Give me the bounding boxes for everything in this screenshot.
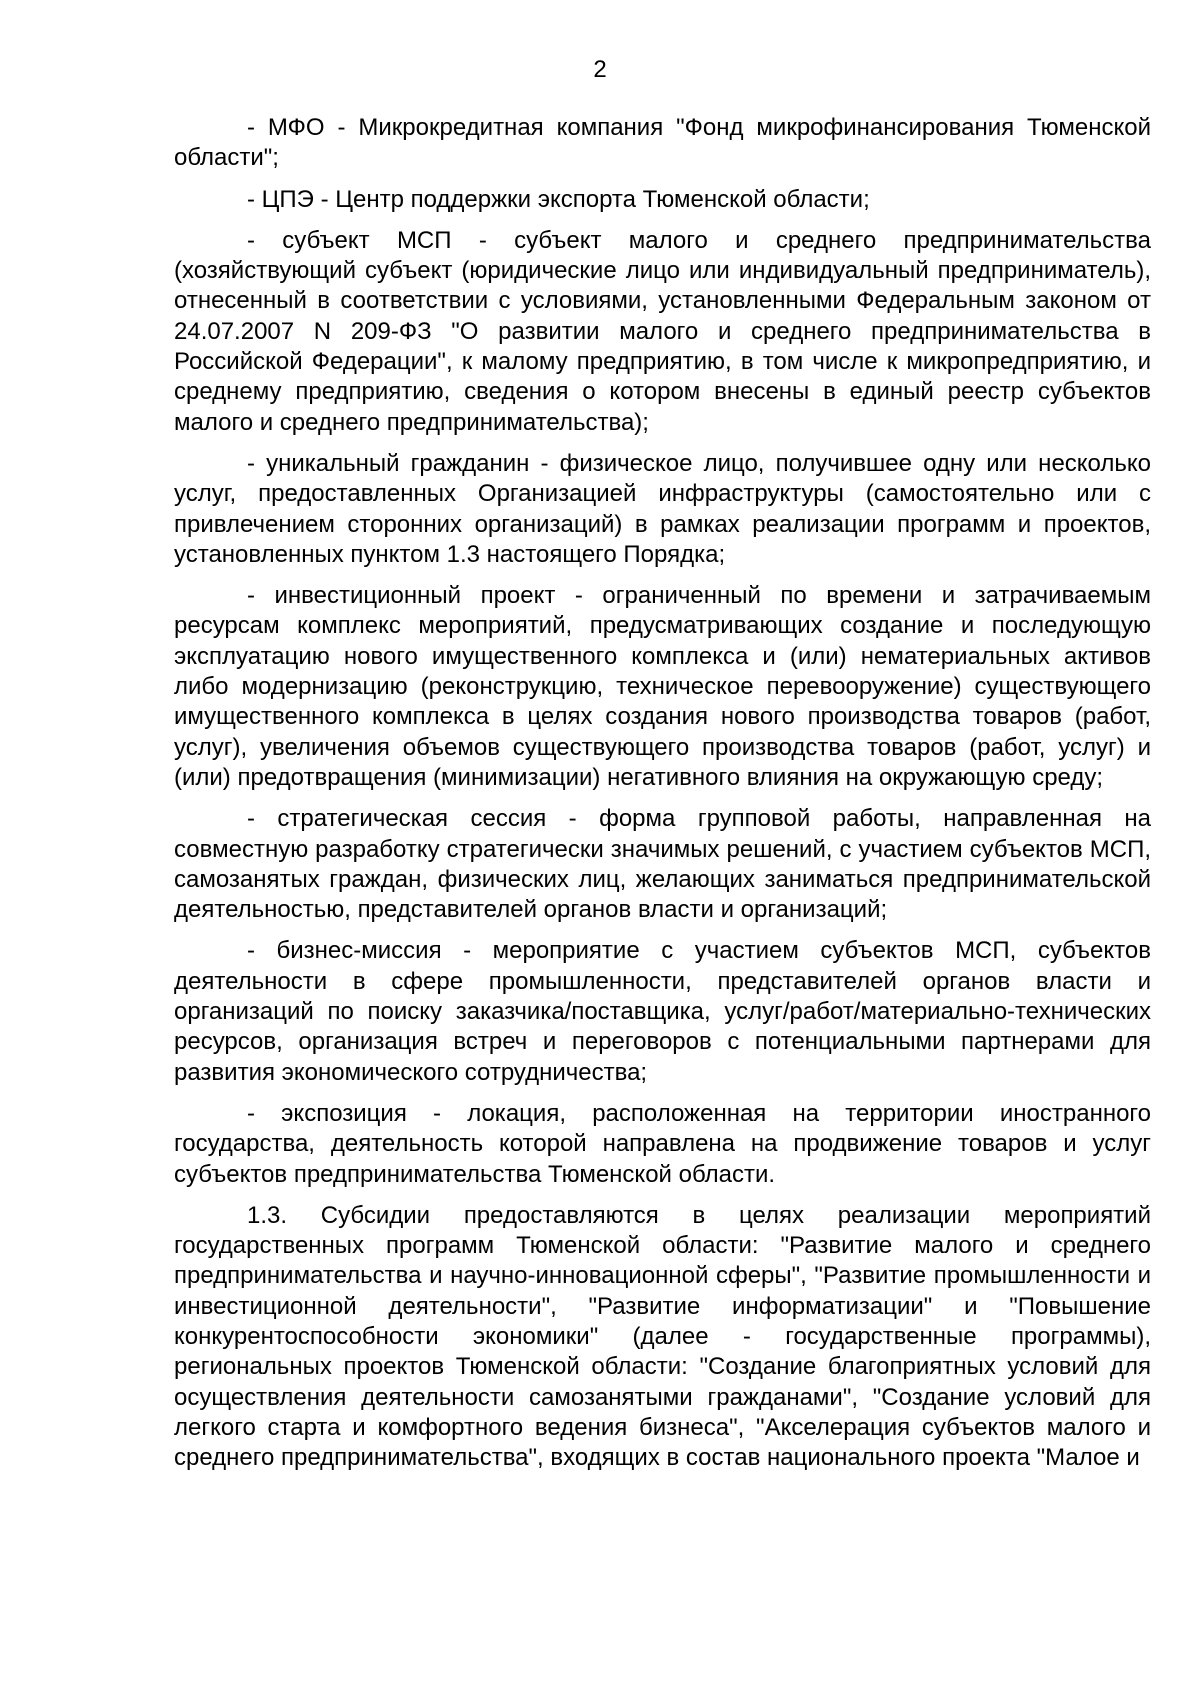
definition-unique-citizen: - уникальный гражданин - физическое лицо, получившее одну или несколько услуг, предоставленных Организацией инфраструктуры (самостоятельно или с привлечением сторонних организаций) в рамках реализации программ и проектов, установленных пунктом 1.3 настоящего Порядка; bbox=[174, 449, 1151, 568]
definition-cpe: - ЦПЭ - Центр поддержки экспорта Тюменской области; bbox=[247, 185, 870, 213]
definition-msp-subject: - субъект МСП - субъект малого и среднего предпринимательства (хозяйствующий субъект (юридические лицо или индивидуальный предприниматель), отнесенный в соответствии с условиями, установленными Федеральным законом от 24.07.2007 N 209-ФЗ "О развитии малого и среднего предпринимательства в Российской Федерации", к малому предприятию, в том числе к микропредприятию, и среднему предприятию, сведения о котором внесены в единый реестр субъектов малого и среднего предпринимательства); bbox=[174, 226, 1151, 436]
clause-1-3: 1.3. Субсидии предоставляются в целях реализации мероприятий государственных программ Тюменской области: "Развитие малого и среднего предпринимательства и научно-инновационной сферы", "Развитие промышленности и инвестиционной деятельности", "Развитие информатизации" и "Повышение конкурентоспособности экономики" (далее - государственные программы), региональных проектов Тюменской области: "Создание благоприятных условий для осуществления деятельности самозанятыми гражданами", "Создание условий для легкого старта и комфортного ведения бизнеса", "Акселерация субъектов малого и среднего предпринимательства", входящих в состав национального проекта "Малое и bbox=[174, 1201, 1151, 1472]
document-body bbox=[174, 113, 1151, 1484]
definition-mfo: - МФО - Микрокредитная компания "Фонд микрофинансирования Тюменской области"; bbox=[174, 114, 1151, 172]
definition-business-mission: - бизнес-миссия - мероприятие с участием субъектов МСП, субъектов деятельности в сфере промышленности, представителей органов власти и организаций по поиску заказчика/поставщика, услуг/работ/материально-технических ресурсов, организация встреч и переговоров с потенциальными партнерами для развития экономического сотрудничества; bbox=[174, 937, 1151, 1086]
definition-exposition: - экспозиция - локация, расположенная на территории иностранного государства, деятельность которой направлена на продвижение товаров и услуг субъектов предпринимательства Тюменской области. bbox=[174, 1099, 1151, 1188]
page-number: 2 bbox=[593, 56, 607, 83]
definition-strategic-session: - стратегическая сессия - форма групповой работы, направленная на совместную разработку стратегически значимых решений, с участием субъектов МСП, самозанятых граждан, физических лиц, желающих заниматься предпринимательской деятельностью, представителей органов власти и организаций; bbox=[174, 805, 1151, 924]
definition-investment-project: - инвестиционный проект - ограниченный по времени и затрачиваемым ресурсам комплекс мероприятий, предусматривающих создание и последующую эксплуатацию нового имущественного комплекса и (или) нематериальных активов либо модернизацию (реконструкцию, техническое перевооружение) существующего имущественного комплекса в целях создания нового производства товаров (работ, услуг), увеличения объемов существующего производства товаров (работ, услуг) и (или) предотвращения (минимизации) негативного влияния на окружающую среду; bbox=[174, 582, 1151, 791]
